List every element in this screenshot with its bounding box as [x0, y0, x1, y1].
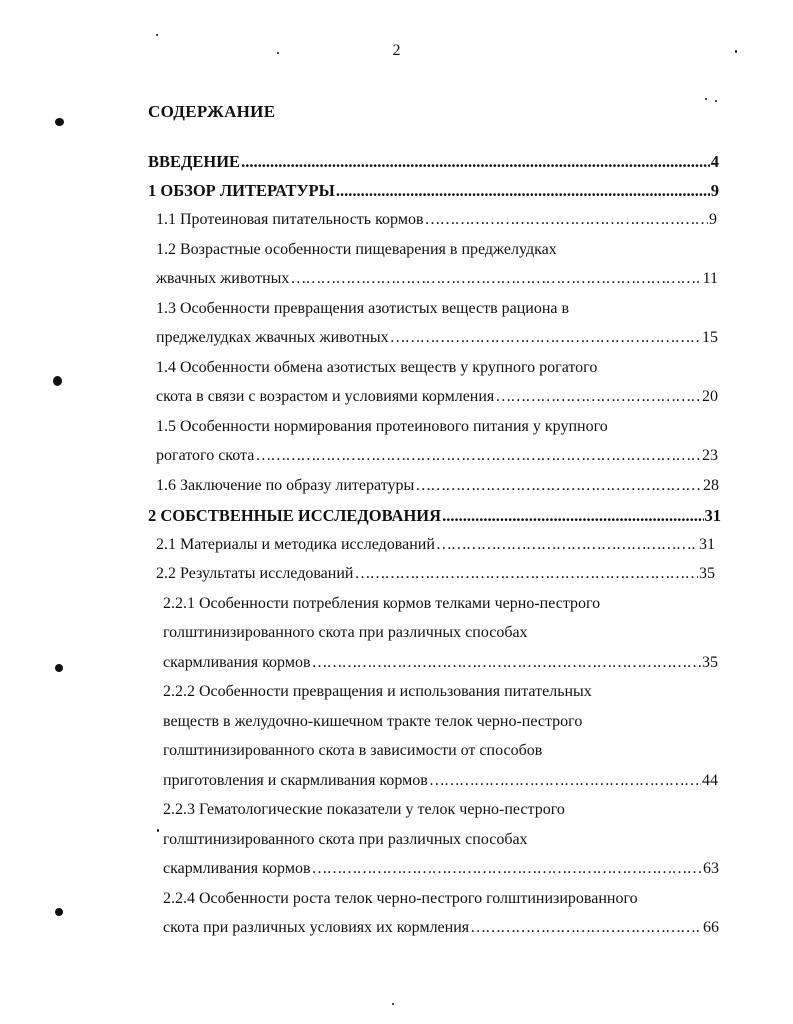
leader-dots [442, 506, 703, 526]
toc-entry-2-2-1[interactable] [163, 654, 718, 672]
toc-entry-text: ВВЕДЕНИЕ [148, 152, 241, 171]
leader-dots [312, 654, 702, 672]
leader-dots [429, 772, 701, 790]
toc-entry-text: 2.2 Результаты исследований [156, 565, 354, 582]
toc-page-number: 31 [699, 536, 715, 553]
leader-dots [290, 270, 701, 288]
scan-dust [157, 829, 159, 832]
toc-page-number: 11 [702, 270, 718, 287]
page-title: СОДЕРЖАНИЕ [148, 102, 276, 121]
toc-page-number: 28 [703, 477, 719, 494]
toc-entry-text: скота в связи с возрастом и условиями кормления [156, 388, 495, 405]
toc-entry-1-6[interactable] [156, 477, 719, 495]
toc-page-number: 4 [710, 152, 719, 171]
toc-entry-chapter-1[interactable] [148, 181, 719, 201]
toc-entry-2-2-2-line2[interactable]: веществ в желудочно-кишечном тракте телок черно-пестрого [163, 713, 583, 730]
toc-page-number: 63 [703, 860, 719, 877]
toc-page-number: 31 [704, 506, 721, 525]
toc-entry-2-1[interactable] [156, 536, 715, 554]
toc-page-number: 35 [699, 565, 715, 582]
toc-entry-2-2-3-line1[interactable]: 2.2.3 Гематологические показатели у телок черно-пестрого [163, 801, 565, 818]
toc-entry-1-2-line1[interactable]: 1.2 Возрастные особенности пищеварения в преджелудках [156, 241, 557, 258]
leader-dots [495, 388, 701, 406]
leader-dots [354, 565, 698, 583]
toc-entry-text: скармливания кормов [163, 860, 311, 877]
toc-entry-2-2-4-line1[interactable]: 2.2.4 Особенности роста телок черно-пестрого голштинизированного [163, 890, 638, 907]
toc-entry-1-4-line1[interactable]: 1.4 Особенности обмена азотистых веществ у крупного рогатого [156, 359, 598, 376]
leader-dots [436, 536, 698, 554]
scan-dust [156, 34, 158, 36]
toc-entry-1-2[interactable] [156, 270, 718, 288]
toc-page-number: 9 [709, 211, 717, 228]
toc-entry-text: рогатого скота [156, 447, 255, 464]
toc-entry-2-2-3-line2[interactable]: голштинизированного скота при различных способах [163, 831, 528, 848]
punch-hole-mark [55, 664, 63, 672]
toc-page-number: 44 [702, 772, 718, 789]
scan-dust [277, 52, 279, 54]
leader-dots [470, 919, 702, 937]
toc-entry-2-2-2-line3[interactable]: голштинизированного скота в зависимости от способов [163, 742, 543, 759]
toc-entry-text: скармливания кормов [163, 654, 311, 671]
toc-entry-text: скота при различных условиях их кормления [163, 919, 470, 936]
toc-entry-text: 1 ОБЗОР ЛИТЕРАТУРЫ [148, 181, 335, 200]
toc-entry-2-2-1-line2[interactable]: голштинизированного скота при различных способах [163, 624, 528, 641]
leader-dots [255, 447, 701, 465]
toc-entry-2-2-2-line1[interactable]: 2.2.2 Особенности превращения и использования питательных [163, 683, 592, 700]
toc-page-number: 66 [703, 919, 719, 936]
toc-entry-1-5-line1[interactable]: 1.5 Особенности нормирования протеинового питания у крупного [156, 418, 608, 435]
toc-entry-text: приготовления и скармливания кормов [163, 772, 428, 789]
toc-entry-2-2-2[interactable] [163, 772, 718, 790]
toc-entry-text: жвачных животных [156, 270, 290, 287]
toc-entry-1-3-line1[interactable]: 1.3 Особенности превращения азотистых веществ рациона в [156, 300, 570, 317]
toc-entry-1-3[interactable] [156, 329, 718, 347]
leader-dots [241, 152, 710, 172]
leader-dots [390, 329, 701, 347]
punch-hole-mark [53, 376, 62, 386]
toc-entry-2-2-4[interactable] [163, 919, 719, 937]
toc-entry-text: 2 СОБСТВЕННЫЕ ИССЛЕДОВАНИЯ [148, 506, 442, 525]
toc-entry-text: 1.6 Заключение по образу литературы [156, 477, 415, 494]
leader-dots [425, 211, 709, 229]
scan-dust [715, 100, 717, 102]
toc-page-number: 35 [702, 654, 718, 671]
toc-entry-text: 1.1 Протеиновая питательность кормов [156, 211, 424, 228]
toc-entry-1-5[interactable] [156, 447, 718, 465]
leader-dots [336, 181, 710, 201]
toc-page-number: 9 [710, 181, 719, 200]
toc-page-number: 20 [702, 388, 718, 405]
leader-dots [312, 860, 703, 878]
toc-entry-introduction[interactable] [148, 152, 719, 172]
toc-entry-text: преджелудках жвачных животных [156, 329, 389, 346]
toc-entry-chapter-2[interactable] [148, 506, 721, 526]
scan-dust [735, 50, 737, 53]
toc-page-number: 23 [702, 447, 718, 464]
page-number: 2 [392, 42, 401, 59]
scan-dust [392, 1003, 394, 1005]
toc-entry-2-2[interactable] [156, 565, 715, 583]
toc-entry-2-2-3[interactable] [163, 860, 719, 878]
toc-page-number: 15 [702, 329, 718, 346]
punch-hole-mark [55, 118, 64, 126]
toc-entry-2-2-1-line1[interactable]: 2.2.1 Особенности потребления кормов телками черно-пестрого [163, 595, 601, 612]
punch-hole-mark [55, 908, 63, 916]
toc-entry-text: 2.1 Материалы и методика исследований [156, 536, 435, 553]
leader-dots [415, 477, 702, 495]
toc-entry-1-1[interactable] [156, 211, 717, 229]
toc-entry-1-4[interactable] [156, 388, 718, 406]
scan-dust [705, 98, 707, 100]
